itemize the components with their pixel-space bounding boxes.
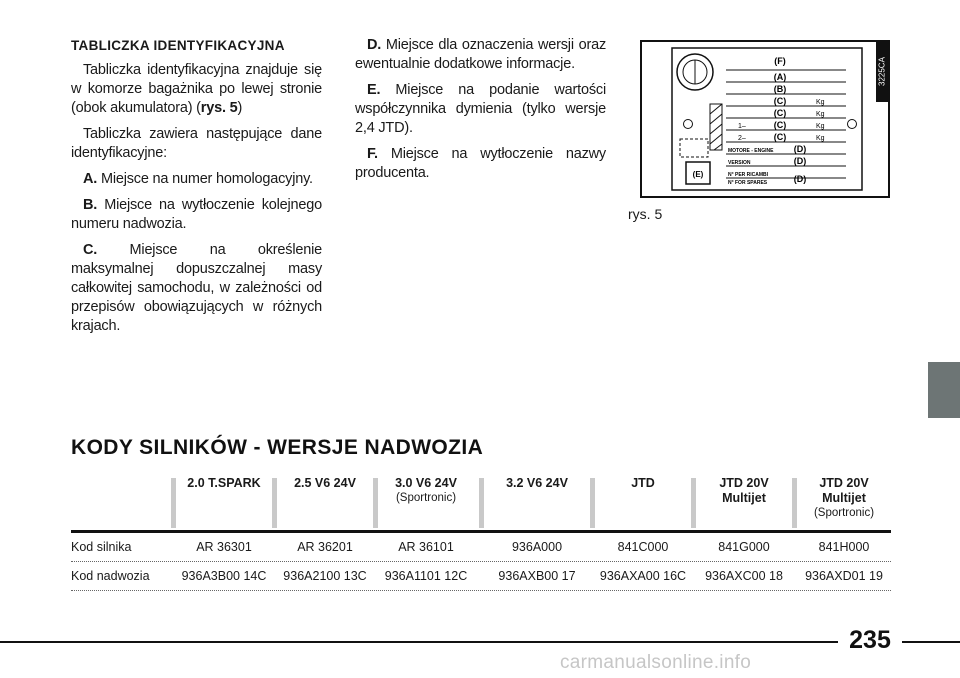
table-cell: 841H000 — [818, 540, 870, 554]
identification-plate-figure — [640, 40, 890, 198]
header-divider — [71, 530, 891, 533]
column-header: 3.0 V6 24V (Sportronic) — [395, 476, 457, 504]
chapter-tab — [928, 362, 960, 418]
table-cell: 841G000 — [718, 540, 770, 554]
column-header: 2.0 T.SPARK — [187, 476, 261, 490]
label-kg: Kg — [816, 135, 825, 142]
column-header: JTD 20V Multijet — [719, 476, 769, 505]
label-e: (E) — [692, 170, 704, 179]
label-a: (A) — [773, 72, 787, 82]
footer-rule — [0, 641, 960, 643]
paragraph-location: Tabliczka identyfikacyjna znajduje się w komorze bagażnika po lewej stronie (obok akumulatora) (rys. 5) — [71, 62, 322, 116]
column-header: JTD — [631, 476, 655, 490]
table-cell: AR 36101 — [398, 540, 454, 554]
table-cell: 936A000 — [511, 540, 563, 554]
row-label: Kod silnika — [71, 540, 132, 554]
engine-codes-table — [71, 476, 891, 583]
item-d: D. Miejsce dla oznaczenia wersji oraz ewentualnie dodatkowe informacje. — [355, 37, 606, 72]
column-header: 2.5 V6 24V — [294, 476, 356, 490]
label-d: (D) — [793, 144, 807, 154]
table-cell: 936A1101 12C — [384, 569, 468, 583]
section-heading: TABLICZKA IDENTYFIKACYJNA — [71, 38, 285, 53]
row-divider — [71, 561, 891, 562]
item-e: E. Miejsce na podanie wartości współczynnika dymienia (tylko wersje 2,4 JTD). — [355, 82, 606, 136]
table-row — [71, 536, 891, 558]
item-f: F. Miejsce na wytłoczenie nazwy producenta. — [355, 146, 606, 181]
label-d: (D) — [793, 156, 807, 166]
figure-code: 3225CA — [876, 42, 888, 102]
table-cell: 936A3B00 14C — [181, 569, 267, 583]
column-header: JTD 20V Multijet (Sportronic) — [813, 476, 875, 519]
label-spares: N° FOR SPARES — [728, 180, 768, 186]
label-ricambi: N° PER RICAMBI — [728, 172, 769, 178]
column-header: 3.2 V6 24V — [506, 476, 568, 490]
table-cell: AR 36301 — [196, 540, 252, 554]
table-cell: 936AXA00 16C — [599, 569, 687, 583]
table-cell: 936AXD01 19 — [805, 569, 883, 583]
table-cell: 841C000 — [617, 540, 669, 554]
label-d: (D) — [793, 174, 807, 184]
left-column — [71, 36, 322, 343]
label-c: (C) — [773, 132, 787, 142]
label-c: (C) — [773, 96, 787, 106]
plate-diagram — [642, 42, 888, 196]
table-cell: AR 36201 — [297, 540, 353, 554]
label-b: (B) — [773, 84, 787, 94]
label-c: (C) — [773, 108, 787, 118]
middle-column — [355, 36, 606, 190]
label-motore: MOTORE - ENGINE — [728, 148, 774, 154]
label-one: 1– — [738, 123, 746, 130]
label-kg: Kg — [816, 99, 825, 106]
hole-icon — [848, 120, 857, 129]
table-header-row — [71, 476, 891, 530]
label-c: (C) — [773, 120, 787, 130]
item-c: C. Miejsce na określenie maksymalnej dopuszczalnej masy całkowitej samochodu, w zależności od przepisów obowiązujących w różnych krajach. — [71, 242, 322, 334]
label-kg: Kg — [816, 111, 825, 118]
figure-caption: rys. 5 — [628, 206, 663, 222]
page-number: 235 — [838, 626, 902, 655]
table-title: KODY SILNIKÓW - WERSJE NADWOZIA — [71, 436, 484, 459]
figure-reference: rys. 5 — [200, 100, 238, 116]
paragraph-contents: Tabliczka zawiera następujące dane identyfikacyjne: — [71, 126, 322, 161]
label-version: VERSION — [728, 160, 751, 166]
item-a: A. Miejsce na numer homologacyjny. — [83, 171, 313, 187]
item-b: B. Miejsce na wytłoczenie kolejnego numeru nadwozia. — [71, 197, 322, 232]
table-cell: 936AXB00 17 — [498, 569, 576, 583]
label-f: (F) — [774, 56, 786, 66]
table-cell: 936AXC00 18 — [705, 569, 783, 583]
hole-icon — [684, 120, 693, 129]
row-divider — [71, 590, 891, 591]
label-two: 2– — [738, 135, 746, 142]
table-cell: 936A2100 13C — [283, 569, 367, 583]
label-kg: Kg — [816, 123, 825, 130]
row-label: Kod nadwozia — [71, 569, 150, 583]
table-row — [71, 565, 891, 587]
watermark: carmanualsonline.info — [560, 652, 752, 673]
